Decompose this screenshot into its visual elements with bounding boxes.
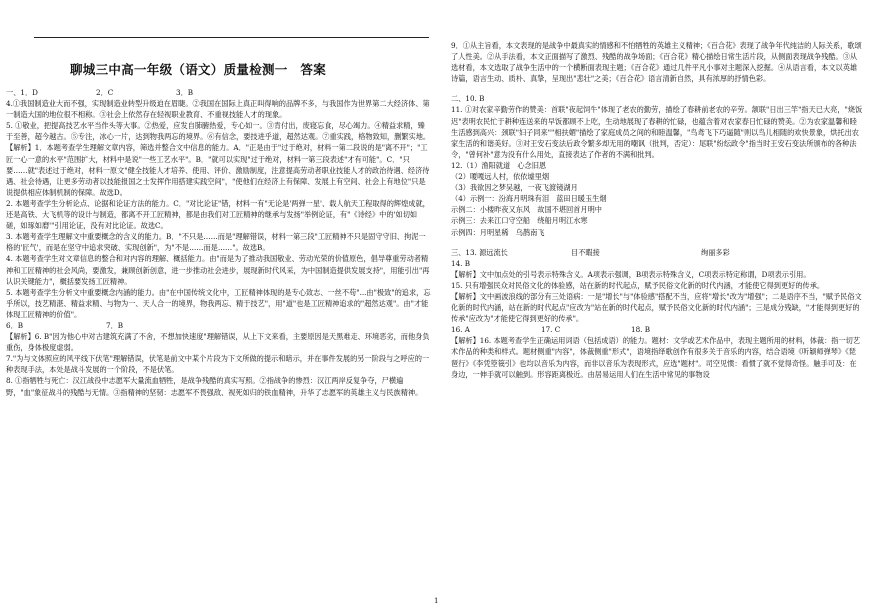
section-2-heading: 二、10. B — [451, 94, 485, 104]
answer-13-c: 绚丽多彩 — [701, 247, 730, 257]
answer-1: 一、1．D — [6, 88, 38, 97]
right-block — [451, 40, 863, 380]
answer-3: 3．B — [176, 88, 194, 97]
explanation-6: 【解析】6. B"因为他心中对古建筑充满了不舍，不想加快速度"理解错误，从上下文来看，主要原因是天黑难走、环境恶劣，而他身负重伤，身体极度虚弱。 — [6, 332, 430, 353]
section-3-answers — [451, 247, 863, 258]
answer-12-1: 12.（1）渔阳就道 心念旧恩 — [451, 160, 547, 170]
explanation-2: 2. 本题考查学生分析论点、论据和论证方法的能力。C．"对比论证"错，材料一有"无论是'两弹一星'、载人航天工程取得的辉煌成就，还是高铁、大飞机等的设计与制造，都离不开工匠精神，都是由我们对工匠精神的继承与发扬"举例论证，有"《诗经》中的'如切如磋，如琢如磨'"引用论证，没有对比论证。故选C。 — [6, 198, 430, 231]
answer-12-2: （2）嗄嘎远人村，依依墟里烟 — [451, 172, 550, 182]
explanation-5: 5. 本题考查学生分析文中重要概念内涵的能力。由"在中国传统文化中，工匠精神体现的是专心致志、一丝不苟"...由"极致"的追求，忘乎所以，技艺精湛、精益求精、与物为一、天人合一的境界，物我两忘、精于技艺"，用"道"也是工匠精神追求的"超然达观"。由"才能体现工匠精神的价值"。 — [6, 287, 431, 319]
answer-12-example-3: 示例三：去来江口守空船 绕船月明江水寒 — [451, 216, 588, 226]
page-title: 聊城三中高一年级（语文）质量检测一 答案 — [70, 62, 327, 77]
answer-13-b: 目不暇接 — [571, 247, 600, 257]
answer-8: 8. ①指牺牲与死亡：汉江战役中志愿军大量流血牺牲，是战争残酷的真实写照。②指战争的惨烈：汉江两岸反复争夺，尸横遍野，"血"象征战斗的残酷与无情。③指精神的坚韧：志愿军不畏强敌、视死如归的铁血精神，升华了志愿军的英雄主义与民族精神。 — [6, 376, 423, 397]
answer-7: 7．B — [106, 320, 124, 330]
answer-13-a: 三、13. 源远流长 — [451, 247, 508, 257]
answers-1-3 — [6, 87, 431, 98]
explanation-4: 4. 本题考查学生对文章信息的整合和对内容的理解、概括能力。由"而是为了推动我国敬业、劳动光荣的价值原色，倡导尊重劳动者精神和工匠精神的社会风尚，要激发，兼顾创新创意，进一步推动社会进步，展现新时代风采，为中国制造提供发展支持"，用能引出"再认识关键能力"，概括要发扬工匠精神。 — [6, 254, 430, 286]
explanation-3: 3. 本题考查学生理解文中重要概念的含义的能力。B．"不只是……而是"理解错误，材料一第三段"工匠精神不只是固守守旧、拘泥一格的'匠气'，而是在坚守中追求突破、实现创新"，为"不是……而是……"。故选B。 — [6, 232, 426, 253]
answers-16-18 — [451, 324, 863, 335]
answers-block — [6, 87, 431, 398]
answer-6: 6．B — [6, 320, 24, 330]
page-number: 1 — [434, 597, 439, 605]
answer-12-example-2: 示例二：小楼昨夜又东风 故国不堪回首月明中 — [451, 205, 602, 215]
answer-14: 14. B — [451, 258, 470, 268]
answer-12-4: （4）示例一：汾海月明珠有泪 蓝田日暖玉生烟 — [451, 194, 607, 204]
answer-5: 5. ①敬业，把提高技艺水平当作头等大事。②热爱，应发自肺腑热爱，专心如一。③肯付出，废寝忘食，尽心竭力。④精益求精，臻于至善，超今越古。⑤专注，冰心一片，达到物我两忘的境界。⑥有信念，要技进乎道，超然达观。⑦重实践，格物致知，删繁实地。 — [6, 121, 431, 142]
header-rule — [34, 37, 429, 38]
explanation-15: 【解析】文中画波浪线的部分有三处语病：一是"增长"与"体验感"搭配不当，应将"增长"改为"增强"；二是语序不当，"赋予民俗文化新的时代内涵，站在新的时代起点"应改为"站在新的时代起点，赋予民俗文化新的时代内涵"；三是成分残缺，"才能得到更好的传承"应改为"才能使它得到更好的传承"。 — [451, 291, 862, 324]
answer-2: 2．C — [96, 88, 114, 97]
explanation-14: 【解析】文中加点处的引号表示特殊含义。A项表示强调，B项表示特殊含义，C项表示特定称谓，D项表示引用。 — [451, 269, 811, 279]
answer-12-3: （3）我欲因之梦吴越，一夜飞渡镜湖月 — [451, 183, 578, 193]
answer-17: 17. C — [541, 325, 561, 335]
answer-4: 4.①我国制造业大而不强，实现制造业转型升级迫在眉睫。②我国在国际上真正叫得响的品牌不多，与我国作为世界第二大经济体、第一制造大国的地位很不相称。③社会上依然存在轻视职业教育、不重视技能人才的现象。 — [6, 99, 430, 120]
explanation-1: 【解析】1．本题考查学生理解文章内容，筛选并整合文中信息的能力。A．"正是由于"过于绝对，材料一第二段说的是"离不开"；"工匠一心一意的水平"范围扩大，材料中是说"一些工艺水平"。B．"就可以实现"过于绝对，材料一第三段表述"才有可能"。C．"只要……就"表述过于绝对，材料一原文"健全技能人才培养、使用、评价、激励制度，注意提高劳动者职业技能人才的政治待遇、经济待遇、社会待遇，让更多劳动者以技能报国之士发挥作用搭建实践空间"，"使他们在经济上有保障、发展上有空间、社会上有地位"只是说提供相应体制机制的保障。故选D。 — [6, 143, 430, 197]
answers-6-7 — [6, 320, 431, 331]
answer-16: 16. A — [451, 325, 470, 335]
answer-11: 11. ①对农家辛勤劳作的赞美：首联"夜起饲牛"体现了老农的勤劳，描绘了春耕前老农的辛劳。颔联"日出三竿"指天已大亮，"烧饭迟"表明农民忙于耕种连送来的早饭都顾不上吃，生动地展现了春耕的忙碌，也蕴含着对农家春日忙碌的赞美。②为农家温馨和睦生活感到高兴：颈联"妇子同来""相扶媚"描绘了家庭成员之间的和睦温馨，"鸟鸢飞下巧逼随"则以鸟儿相随的欢快景象，烘托出农家生活的和谐美好。③对王安石变法后政令繁多却无用的嘲讽（批判，否定）：尾联"纷纭政令"指当时王安石变法所颁布的各种法令，"曾何补"意为没有什么用处，直接表达了作者的不满和批判。 — [451, 105, 863, 159]
answer-18: 18. B — [631, 325, 650, 335]
explanation-7: 7."为与文体照应的风平线下伏笔"理解错误，伏笔是前文中某个片段为下文所做的提示和暗示，并在事件发展的另一阶段与之呼应的一种表现手法，本处是战斗发展的一个阶段，不是伏笔。 — [6, 354, 430, 375]
answer-9: 9．①从主旨看，本文表现的是战争中最真实的情感和不怕牺牲的英雄主义精神；《百合花》表现了战争年代纯洁的人际关系，歌颂了人性美。②从手法看，本文正面描写了激烈、残酷的战争场面；《百合花》精心描绘日常生活片段，从侧面表现战争残酷。③从选材看，本文选取了战争生活中的一个横断面表现主题；《百合花》通过几件平凡小事对主题深入挖掘。④从语言看，本文以英雄诗篇，语言生动、质朴、真挚，呈现出"悲壮"之美；《百合花》语言清新自然，具有浓厚的抒情色彩。 — [451, 41, 862, 84]
answer-12-example-4: 示例四：月明星稀 乌鹊南飞 — [451, 227, 545, 237]
explanation-16: 【解析】16. 本题考查学生正确运用词语（包括成语）的能力。题材：文学或艺术作品中，表现主题所用的材料，体裁：指一切艺术作品的种类和样式。题材侧重"内容"，体裁侧重"形式"，语境指绎歌创作有很多关于音乐的内容，结合语境《听颖师弹琴》《琵琶行》《李凭箜篌引》也均以音乐为内容，而非以音乐为表现形式，应选"题材"。司空见惯：看惯了就不觉得奇怪。触手可及：在身边，一伸手就可以触到。形容距离极近。由居易运用人们在生活中常见的事物设 — [451, 336, 861, 379]
answer-15: 15. 只有增强民众对民俗文化的体验感，站在新的时代起点，赋予民俗文化新的时代内涵，才能使它得到更好的传承。 — [451, 280, 825, 290]
